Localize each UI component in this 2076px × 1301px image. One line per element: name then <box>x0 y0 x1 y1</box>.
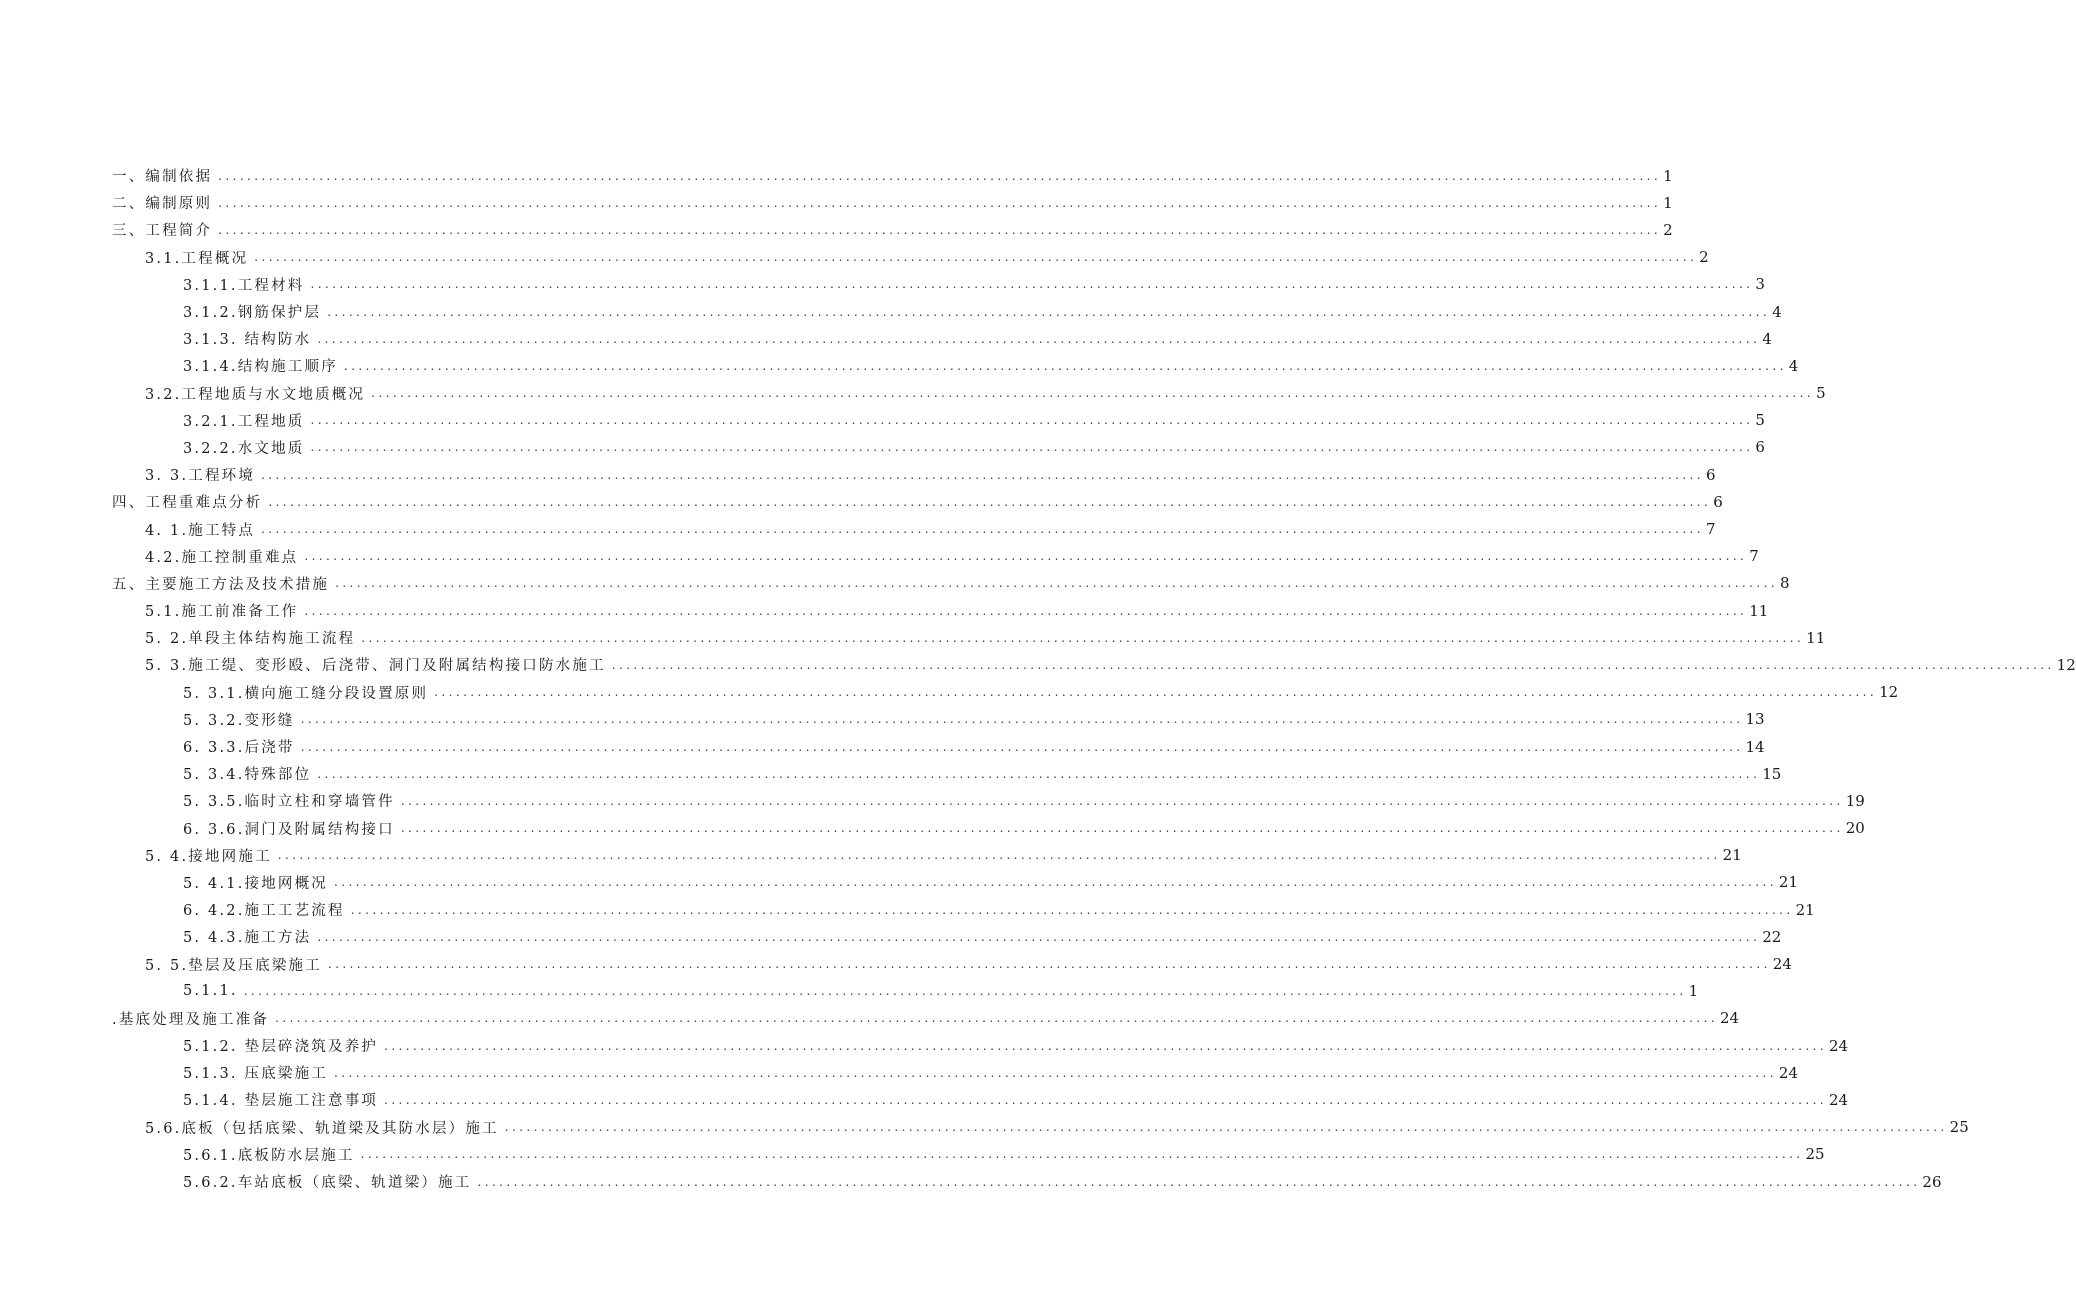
toc-entry-page-number: 15 <box>1762 764 1782 783</box>
dot-leader: ........................................................................................................................................................................................................ <box>350 902 1794 917</box>
dot-leader: ........................................................................................................................................................................................................ <box>611 657 2055 672</box>
toc-entry-page-number: 5 <box>1816 384 1826 403</box>
toc-entry[interactable] <box>112 488 1723 515</box>
toc-entry-title: 5. 2.单段主体结构施工流程 <box>145 631 356 648</box>
toc-entry-title: 5.6.1.底板防水层施工 <box>183 1147 355 1164</box>
toc-entry-title: 5. 3.施工缇、变形殴、后浇带、洞门及附属结构接口防水施工 <box>145 658 606 675</box>
toc-entry[interactable] <box>112 1032 1849 1059</box>
toc-entry-page-number: 21 <box>1722 846 1742 865</box>
toc-entry[interactable] <box>112 189 1673 216</box>
dot-leader: ........................................................................................................................................................................................................ <box>360 1147 1804 1162</box>
toc-entry[interactable] <box>112 162 1673 189</box>
toc-entry[interactable] <box>112 896 1815 923</box>
dot-leader: ........................................................................................................................................................................................................ <box>275 1011 1718 1026</box>
toc-entry-page-number: 20 <box>1845 819 1865 838</box>
dot-leader: ........................................................................................................................................................................................................ <box>300 739 1744 754</box>
toc-entry-page-number: 1 <box>1663 166 1673 185</box>
toc-entry-title: 6. 3.3.后浇带 <box>183 740 295 757</box>
dot-leader: ........................................................................................................................................................................................................ <box>254 250 1698 265</box>
toc-entry-title: 3.1.2.钢筋保护层 <box>183 305 322 322</box>
toc-entry-page-number: 1 <box>1663 193 1673 212</box>
dot-leader: ........................................................................................................................................................................................................ <box>261 522 1704 537</box>
toc-entry-title: 4.2.施工控制重难点 <box>145 549 299 566</box>
toc-entry-title: 一、编制依据 <box>112 169 213 186</box>
toc-entry-title: 5. 3.2.变形缝 <box>183 712 295 729</box>
dot-leader: ........................................................................................................................................................................................................ <box>243 984 1687 999</box>
toc-entry-page-number: 11 <box>1749 601 1769 620</box>
toc-entry-page-number: 24 <box>1720 1009 1740 1028</box>
toc-entry[interactable] <box>112 1059 1798 1086</box>
toc-entry-page-number: 6 <box>1713 492 1723 511</box>
toc-entry[interactable] <box>112 271 1765 298</box>
toc-entry-title: 二、编制原则 <box>112 196 213 213</box>
toc-entry[interactable] <box>112 1005 1740 1032</box>
toc-entry-title: 三、工程简介 <box>112 223 213 240</box>
toc-entry-title: 5. 4.接地网施工 <box>145 848 272 865</box>
dot-leader: ........................................................................................................................................................................................................ <box>334 875 1777 890</box>
dot-leader: ........................................................................................................................................................................................................ <box>218 195 1662 210</box>
toc-entry-title: 3.1.工程概况 <box>145 250 249 267</box>
dot-leader: ........................................................................................................................................................................................................ <box>434 685 1878 700</box>
toc-entry-page-number: 12 <box>1879 683 1899 702</box>
toc-entry-title: 5.6.底板（包括底梁、轨道梁及其防水层）施工 <box>145 1120 499 1137</box>
toc-entry-title: 五、主要施工方法及技术措施 <box>112 576 330 593</box>
toc-entry[interactable] <box>112 1086 1849 1113</box>
toc-entry[interactable] <box>112 1114 1969 1141</box>
toc-entry[interactable] <box>112 869 1798 896</box>
dot-leader: ........................................................................................................................................................................................................ <box>310 277 1754 292</box>
dot-leader: ........................................................................................................................................................................................................ <box>400 821 1844 836</box>
dot-leader: ........................................................................................................................................................................................................ <box>371 386 1815 401</box>
toc-entry[interactable] <box>112 706 1765 733</box>
toc-entry[interactable] <box>112 679 1899 706</box>
dot-leader: ........................................................................................................................................................................................................ <box>310 413 1754 428</box>
toc-entry-page-number: 7 <box>1705 520 1716 539</box>
toc-entry-page-number: 24 <box>1829 1036 1849 1055</box>
dot-leader: ........................................................................................................................................................................................................ <box>384 1038 1828 1053</box>
dot-leader: ........................................................................................................................................................................................................ <box>343 358 1787 373</box>
toc-entry-page-number: 8 <box>1780 574 1790 593</box>
dot-leader: ........................................................................................................................................................................................................ <box>335 576 1778 591</box>
toc-entry-page-number: 13 <box>1745 710 1765 729</box>
toc-entry-page-number: 26 <box>1922 1172 1942 1191</box>
toc-entry-page-number: 6 <box>1755 438 1765 457</box>
table-of-contents <box>112 162 2076 1195</box>
toc-entry-page-number: 12 <box>2056 655 2076 674</box>
toc-entry[interactable] <box>112 434 1765 461</box>
toc-entry[interactable] <box>112 407 1765 434</box>
toc-entry[interactable] <box>112 1168 1942 1195</box>
toc-entry-page-number: 4 <box>1762 329 1772 348</box>
toc-entry-title: 5. 3.1.横向施工缝分段设置原则 <box>183 685 429 702</box>
toc-entry-title: 5.1.1. <box>183 983 238 1000</box>
dot-leader: ........................................................................................................................................................................................................ <box>218 222 1662 237</box>
dot-leader: ........................................................................................................................................................................................................ <box>477 1174 1921 1189</box>
toc-entry-title: 5.1.施工前准备工作 <box>145 604 299 621</box>
dot-leader: ........................................................................................................................................................................................................ <box>310 440 1754 455</box>
toc-entry[interactable] <box>112 624 1826 651</box>
dot-leader: ........................................................................................................................................................................................................ <box>317 766 1761 781</box>
toc-entry-title: 3.1.4.结构施工顺序 <box>183 359 338 376</box>
dot-leader: ........................................................................................................................................................................................................ <box>361 630 1805 645</box>
toc-entry-title: 5. 3.4.特殊部位 <box>183 767 312 784</box>
toc-entry-page-number: 1 <box>1688 982 1699 1001</box>
toc-entry[interactable] <box>112 570 1790 597</box>
toc-entry-title: 5. 4.3.施工方法 <box>183 930 312 947</box>
toc-entry[interactable] <box>112 978 1699 1005</box>
dot-leader: ........................................................................................................................................................................................................ <box>334 1065 1777 1080</box>
dot-leader: ........................................................................................................................................................................................................ <box>400 793 1844 808</box>
toc-entry[interactable] <box>112 216 1673 243</box>
toc-entry-title: 3.2.2.水文地质 <box>183 440 305 457</box>
dot-leader: ........................................................................................................................................................................................................ <box>384 1092 1828 1107</box>
dot-leader: ........................................................................................................................................................................................................ <box>300 712 1744 727</box>
toc-entry[interactable] <box>112 787 1865 814</box>
toc-entry-title: 3.1.3. 结构防水 <box>183 332 312 349</box>
toc-entry[interactable] <box>112 515 1716 542</box>
toc-entry[interactable] <box>112 244 1709 271</box>
toc-entry[interactable] <box>112 298 1782 325</box>
toc-entry[interactable] <box>112 1141 1825 1168</box>
toc-entry[interactable] <box>112 651 2076 678</box>
dot-leader: ........................................................................................................................................................................................................ <box>504 1120 1948 1135</box>
toc-entry-title: 6. 3.6.洞门及附属结构接口 <box>183 821 395 838</box>
toc-entry-title: 4. 1.施工特点 <box>145 522 256 539</box>
toc-entry-title: 3. 3.工程环境 <box>145 468 256 485</box>
dot-leader: ........................................................................................................................................................................................................ <box>317 331 1761 346</box>
dot-leader: ........................................................................................................................................................................................................ <box>304 603 1748 618</box>
toc-entry[interactable] <box>112 543 1759 570</box>
toc-entry-title: .基底处理及施工准备 <box>112 1011 270 1028</box>
toc-entry-title: 5.1.3. 压底梁施工 <box>183 1066 329 1083</box>
toc-entry-page-number: 21 <box>1778 873 1798 892</box>
toc-entry-page-number: 5 <box>1755 411 1765 430</box>
toc-entry-page-number: 14 <box>1745 737 1765 756</box>
toc-entry-page-number: 22 <box>1762 927 1782 946</box>
toc-entry-page-number: 19 <box>1845 791 1865 810</box>
toc-entry-title: 四、工程重难点分析 <box>112 495 263 512</box>
dot-leader: ........................................................................................................................................................................................................ <box>317 929 1761 944</box>
toc-entry[interactable] <box>112 352 1799 379</box>
toc-entry[interactable] <box>112 815 1865 842</box>
toc-entry[interactable] <box>112 950 1792 977</box>
dot-leader: ........................................................................................................................................................................................................ <box>218 168 1662 183</box>
toc-entry[interactable] <box>112 597 1769 624</box>
toc-entry-page-number: 4 <box>1788 356 1799 375</box>
toc-entry-page-number: 25 <box>1949 1118 1969 1137</box>
dot-leader: ........................................................................................................................................................................................................ <box>327 957 1771 972</box>
toc-entry-title: 3.2.工程地质与水文地质概况 <box>145 386 366 403</box>
dot-leader: ........................................................................................................................................................................................................ <box>304 549 1748 564</box>
toc-entry-title: 5. 5.垫层及压底梁施工 <box>145 957 322 974</box>
toc-entry-page-number: 3 <box>1755 275 1765 294</box>
toc-entry-page-number: 21 <box>1795 900 1815 919</box>
toc-entry-title: 5. 3.5.临时立柱和穿墙管件 <box>183 794 395 811</box>
toc-entry[interactable] <box>112 760 1782 787</box>
toc-entry-page-number: 4 <box>1772 302 1782 321</box>
toc-entry-page-number: 24 <box>1772 955 1792 974</box>
toc-entry-page-number: 2 <box>1699 248 1709 267</box>
toc-entry-title: 5.1.4. 垫层施工注意事项 <box>183 1093 379 1110</box>
toc-entry-title: 5. 4.1.接地网概况 <box>183 875 329 892</box>
toc-entry[interactable] <box>112 325 1772 352</box>
dot-leader: ........................................................................................................................................................................................................ <box>327 304 1771 319</box>
toc-entry-page-number: 6 <box>1705 465 1716 484</box>
toc-entry-page-number: 7 <box>1749 547 1759 566</box>
toc-entry-page-number: 11 <box>1806 628 1826 647</box>
dot-leader: ........................................................................................................................................................................................................ <box>277 848 1721 863</box>
dot-leader: ........................................................................................................................................................................................................ <box>261 467 1704 482</box>
toc-entry[interactable] <box>112 842 1742 869</box>
toc-entry-page-number: 25 <box>1805 1145 1825 1164</box>
toc-entry-title: 6. 4.2.施工工艺流程 <box>183 903 345 920</box>
toc-entry[interactable] <box>112 380 1826 407</box>
toc-entry-page-number: 24 <box>1778 1063 1798 1082</box>
dot-leader: ........................................................................................................................................................................................................ <box>268 494 1712 509</box>
toc-entry-title: 5.6.2.车站底板（底梁、轨道梁）施工 <box>183 1175 472 1192</box>
toc-entry-title: 3.1.1.工程材料 <box>183 277 305 294</box>
toc-entry[interactable] <box>112 461 1716 488</box>
toc-entry-title: 3.2.1.工程地质 <box>183 413 305 430</box>
toc-entry-title: 5.1.2. 垫层碎浇筑及养护 <box>183 1039 379 1056</box>
toc-entry[interactable] <box>112 923 1782 950</box>
toc-entry-page-number: 2 <box>1663 220 1673 239</box>
toc-entry-page-number: 24 <box>1829 1090 1849 1109</box>
toc-entry[interactable] <box>112 733 1765 760</box>
